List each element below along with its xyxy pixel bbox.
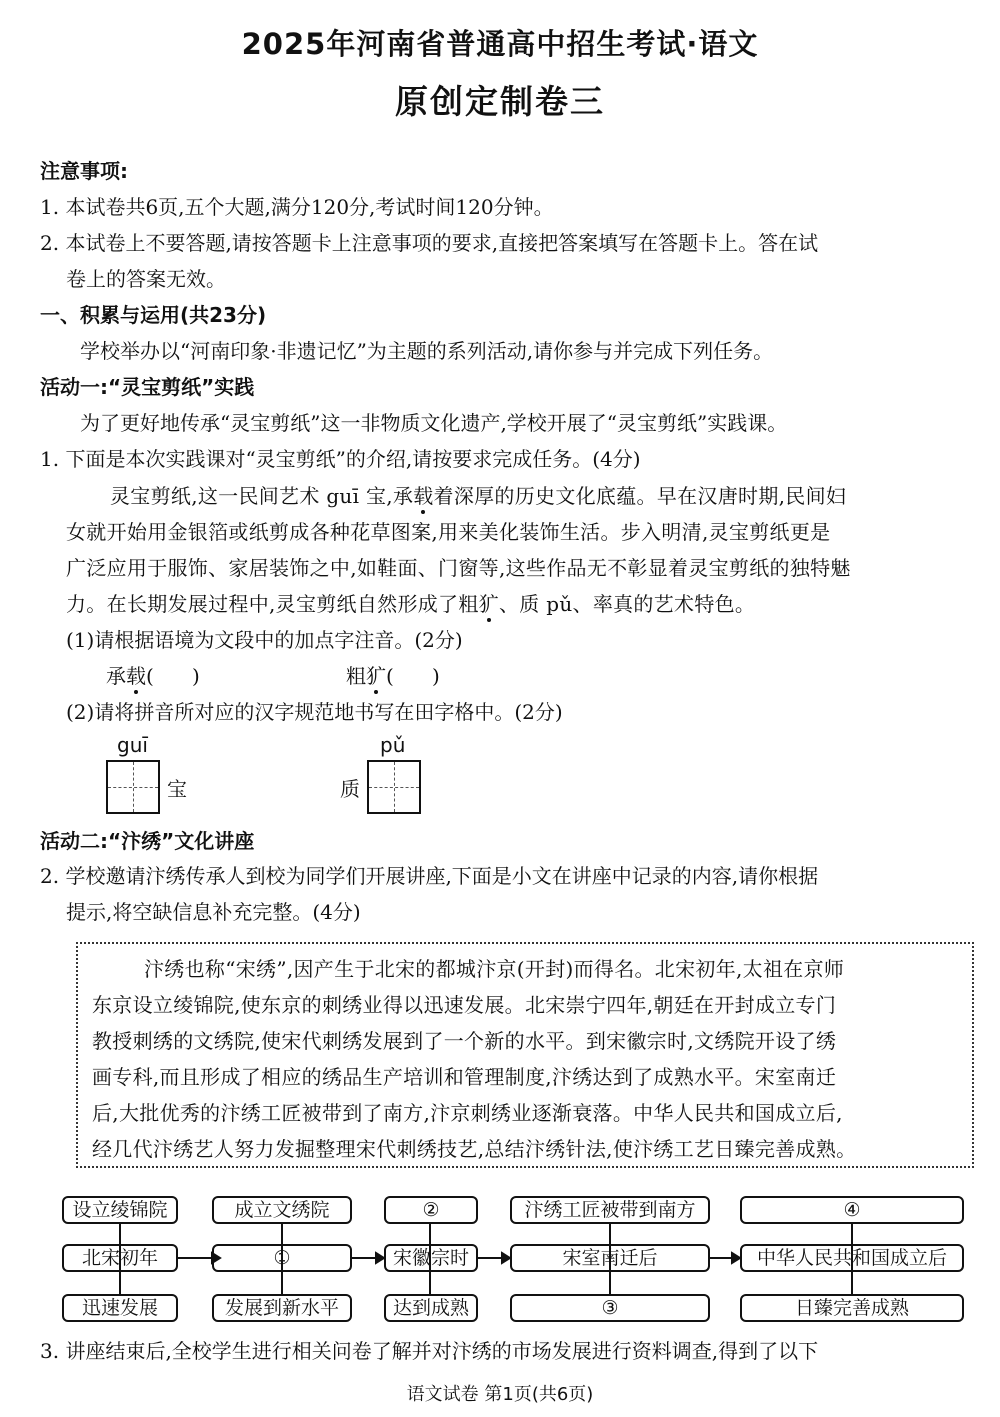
activity-2-heading: 活动二:“汴绣”文化讲座 — [40, 829, 255, 853]
tianzi-grid-2[interactable] — [367, 760, 421, 814]
arrow-head-2 — [376, 1253, 384, 1263]
page-footer: 语文试卷 第1页(共6页) — [406, 1384, 594, 1405]
flow-box-c5-mid: 中华人民共和国成立后 — [740, 1244, 964, 1272]
notice-item-1: 1. 本试卷共6页,五个大题,满分120分,考试时间120分钟。 — [40, 195, 554, 219]
passage-text: 着深厚的历史文化底蕴。早在汉唐时期,民间妇 — [433, 484, 847, 508]
pinyin-answer-1 — [106, 663, 200, 689]
dotted-char: 载 — [126, 664, 146, 688]
exam-subtitle: 原创定制卷三 — [395, 82, 605, 121]
grid-char-bao: 宝 — [167, 777, 187, 801]
notes-line-3: 教授刺绣的文绣院,使宋代刺绣发展到了一个新的水平。到宋徽宗时,文绣院开设了绣 — [92, 1029, 837, 1053]
flow-box-c3-blank-2[interactable]: ② — [384, 1196, 478, 1224]
passage-text: 灵宝剪纸,这一民间艺术 guī 宝,承 — [110, 484, 414, 508]
tianzi-grid-1[interactable] — [106, 760, 160, 814]
notes-line-2: 东京设立绫锦院,使东京的刺绣业得以迅速发展。北宋崇宁四年,朝廷在开封成立专门 — [92, 993, 837, 1017]
notice-heading: 注意事项: — [40, 159, 128, 183]
passage-line-2: 女就开始用金银箔或纸剪成各种花草图案,用来美化装饰生活。步入明清,灵宝剪纸更是 — [66, 520, 831, 544]
question-2-stem-cont: 提示,将空缺信息补充完整。(4分) — [66, 900, 361, 924]
notes-line-6: 经几代汴绣艺人努力发掘整理宋代刺绣技艺,总结汴绣针法,使汴绣工艺日臻完善成熟。 — [92, 1137, 857, 1161]
flow-box-c4-top: 汴绣工匠被带到南方 — [510, 1196, 710, 1224]
notice-item-2-cont: 卷上的答案无效。 — [66, 267, 226, 291]
notice-item-2: 2. 本试卷上不要答题,请按答题卡上注意事项的要求,直接把答案填写在答题卡上。答在试 — [40, 231, 819, 255]
flow-box-c5-blank-4[interactable]: ④ — [740, 1196, 964, 1224]
activity-1-intro: 为了更好地传承“灵宝剪纸”这一非物质文化遗产,学校开展了“灵宝剪纸”实践课。 — [80, 411, 788, 435]
flow-box-c4-mid: 宋室南迁后 — [510, 1244, 710, 1272]
notes-line-5: 后,大批优秀的汴绣工匠被带到了南方,汴京刺绣业逐渐衰落。中华人民共和国成立后, — [92, 1101, 843, 1125]
dotted-char: 犷 — [366, 664, 386, 688]
flow-box-c1-mid: 北宋初年 — [62, 1244, 178, 1272]
word-char: 承 — [106, 664, 126, 688]
notes-line-4: 画专科,而且形成了相应的绣品生产培训和管理制度,汴绣达到了成熟水平。宋室南迁 — [92, 1065, 837, 1089]
question-2-stem: 2. 学校邀请汴绣传承人到校为同学们开展讲座,下面是小文在讲座中记录的内容,请你根据 — [40, 864, 819, 888]
passage-line-3: 广泛应用于服饰、家居装饰之中,如鞋面、门窗等,这些作品无不彰显着灵宝剪纸的独特魅 — [66, 556, 851, 580]
flow-box-c4-blank-3[interactable]: ③ — [510, 1294, 710, 1322]
dotted-char: 犷 — [478, 592, 499, 616]
answer-blank[interactable]: ( ) — [146, 664, 200, 688]
dotted-char: 载 — [413, 484, 434, 508]
flow-box-c3-bot: 达到成熟 — [384, 1294, 478, 1322]
answer-blank[interactable]: ( ) — [386, 664, 440, 688]
flow-box-c2-bot: 发展到新水平 — [212, 1294, 352, 1322]
exam-title: 2025年河南省普通高中招生考试·语文 — [241, 27, 759, 61]
pinyin-answer-2 — [346, 663, 440, 689]
sub-question-2: (2)请将拼音所对应的汉字规范地书写在田字格中。(2分) — [66, 700, 563, 724]
flow-box-c3-mid: 宋徽宗时 — [384, 1244, 478, 1272]
word-char: 粗 — [346, 664, 366, 688]
passage-line-1 — [110, 483, 846, 509]
flow-box-c5-bot: 日臻完善成熟 — [740, 1294, 964, 1322]
arrow-head-3 — [502, 1253, 510, 1263]
passage-text: 力。在长期发展过程中,灵宝剪纸自然形成了粗 — [66, 592, 479, 616]
flow-box-c1-top: 设立绫锦院 — [62, 1196, 178, 1224]
activity-1-heading: 活动一:“灵宝剪纸”实践 — [40, 375, 255, 399]
question-1-stem: 1. 下面是本次实践课对“灵宝剪纸”的介绍,请按要求完成任务。(4分) — [40, 447, 641, 471]
pinyin-pu: pǔ — [380, 733, 406, 757]
question-3-stem: 3. 讲座结束后,全校学生进行相关问卷了解并对汴绣的市场发展进行资料调查,得到了以下 — [40, 1339, 819, 1363]
passage-text: 、质 pǔ、率真的艺术特色。 — [498, 592, 756, 616]
pinyin-gui: guī — [117, 733, 148, 757]
flow-box-c2-top: 成立文绣院 — [212, 1196, 352, 1224]
grid-char-zhi: 质 — [340, 777, 360, 801]
notes-line-1: 汴绣也称“宋绣”,因产生于北宋的都城汴京(开封)而得名。北宋初年,太祖在京师 — [144, 957, 845, 981]
passage-line-4 — [66, 591, 755, 617]
section-1-intro: 学校举办以“河南印象·非遗记忆”为主题的系列活动,请你参与并完成下列任务。 — [80, 339, 774, 363]
flow-box-c1-bot: 迅速发展 — [62, 1294, 178, 1322]
arrow-head-4 — [732, 1253, 740, 1263]
section-1-heading: 一、积累与运用(共23分) — [40, 303, 267, 327]
flow-box-c2-blank-1[interactable]: ① — [212, 1244, 352, 1272]
sub-question-1: (1)请根据语境为文段中的加点字注音。(2分) — [66, 628, 463, 652]
